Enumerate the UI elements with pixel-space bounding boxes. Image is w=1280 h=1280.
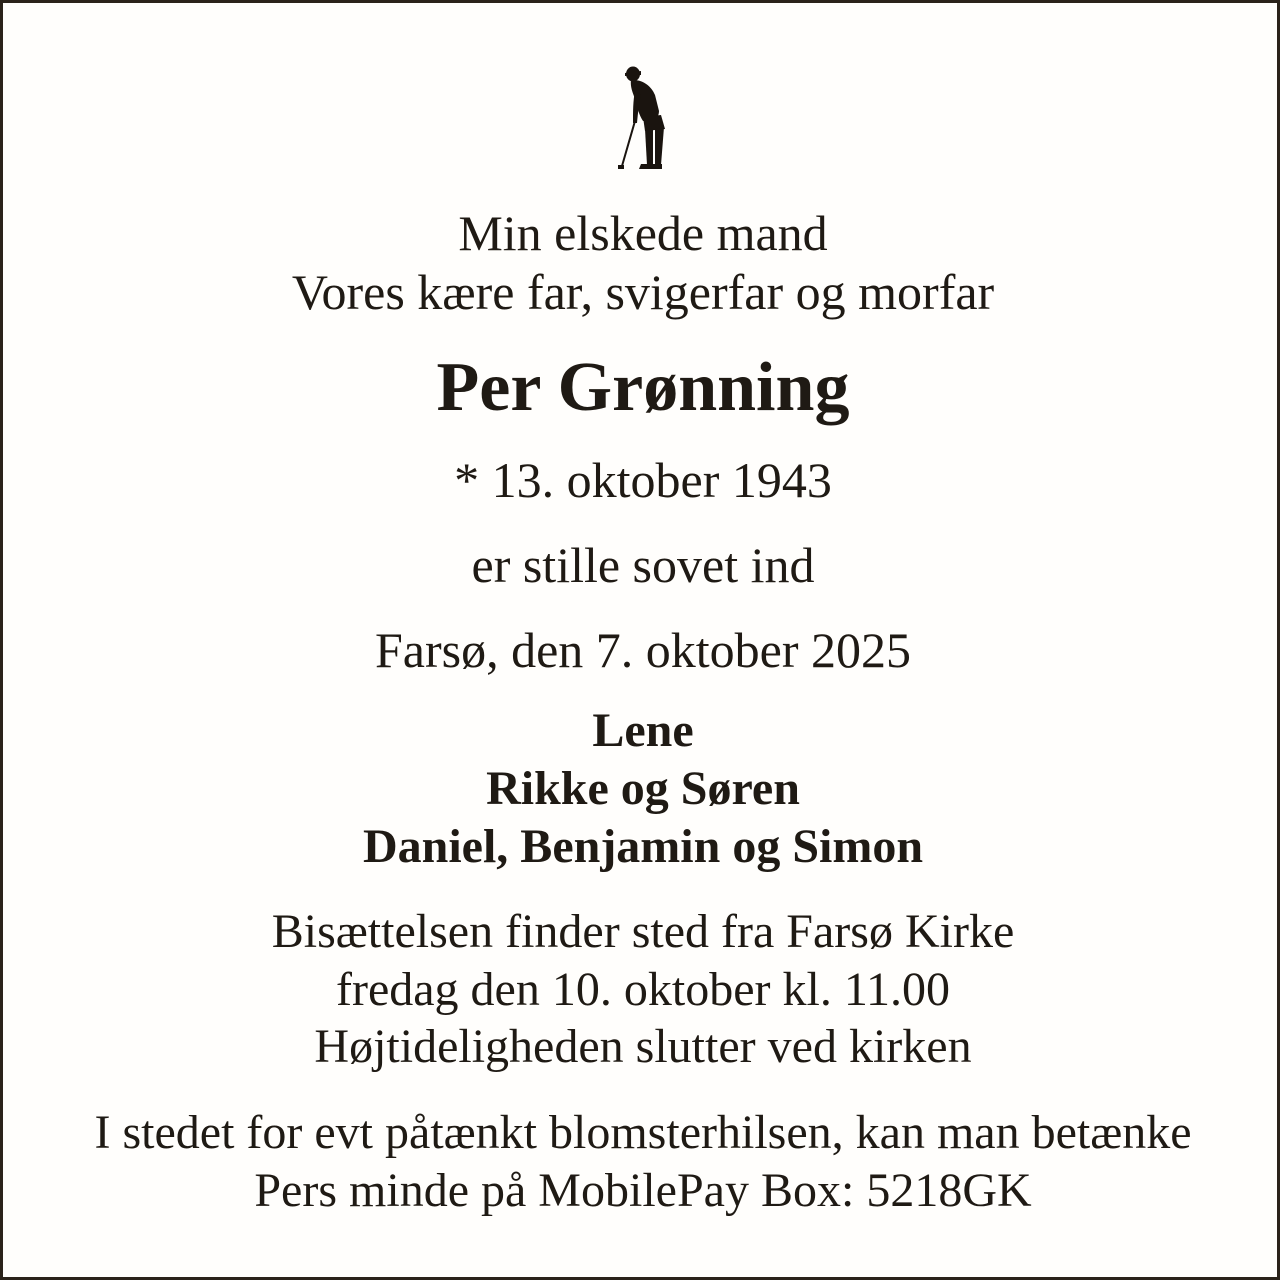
funeral-line-1: Bisættelsen finder sted fra Farsø Kirke	[271, 905, 1015, 958]
intro-line-2: Vores kære far, svigerfar og morfar	[291, 264, 995, 320]
deceased-name: Per Grønning	[436, 349, 850, 426]
family-line-1: Lene	[592, 704, 694, 757]
donation-line-2: Pers minde på MobilePay Box: 5218GK	[254, 1164, 1032, 1217]
donation-line-1: I stedet for evt påtænkt blomsterhilsen, kan man betænke	[94, 1106, 1192, 1159]
passed-away-text: er stille sovet ind	[471, 537, 815, 593]
birth-date: * 13. oktober 1943	[454, 452, 832, 508]
family-line-2: Rikke og Søren	[486, 762, 800, 815]
funeral-line-3: Højtideligheden slutter ved kirken	[314, 1020, 972, 1073]
golfer-silhouette-icon	[611, 65, 675, 173]
intro-line-1: Min elskede mand	[458, 205, 828, 261]
place-and-date: Farsø, den 7. oktober 2025	[374, 622, 912, 678]
funeral-line-2: fredag den 10. oktober kl. 11.00	[335, 963, 951, 1016]
family-line-3: Daniel, Benjamin og Simon	[362, 820, 924, 873]
